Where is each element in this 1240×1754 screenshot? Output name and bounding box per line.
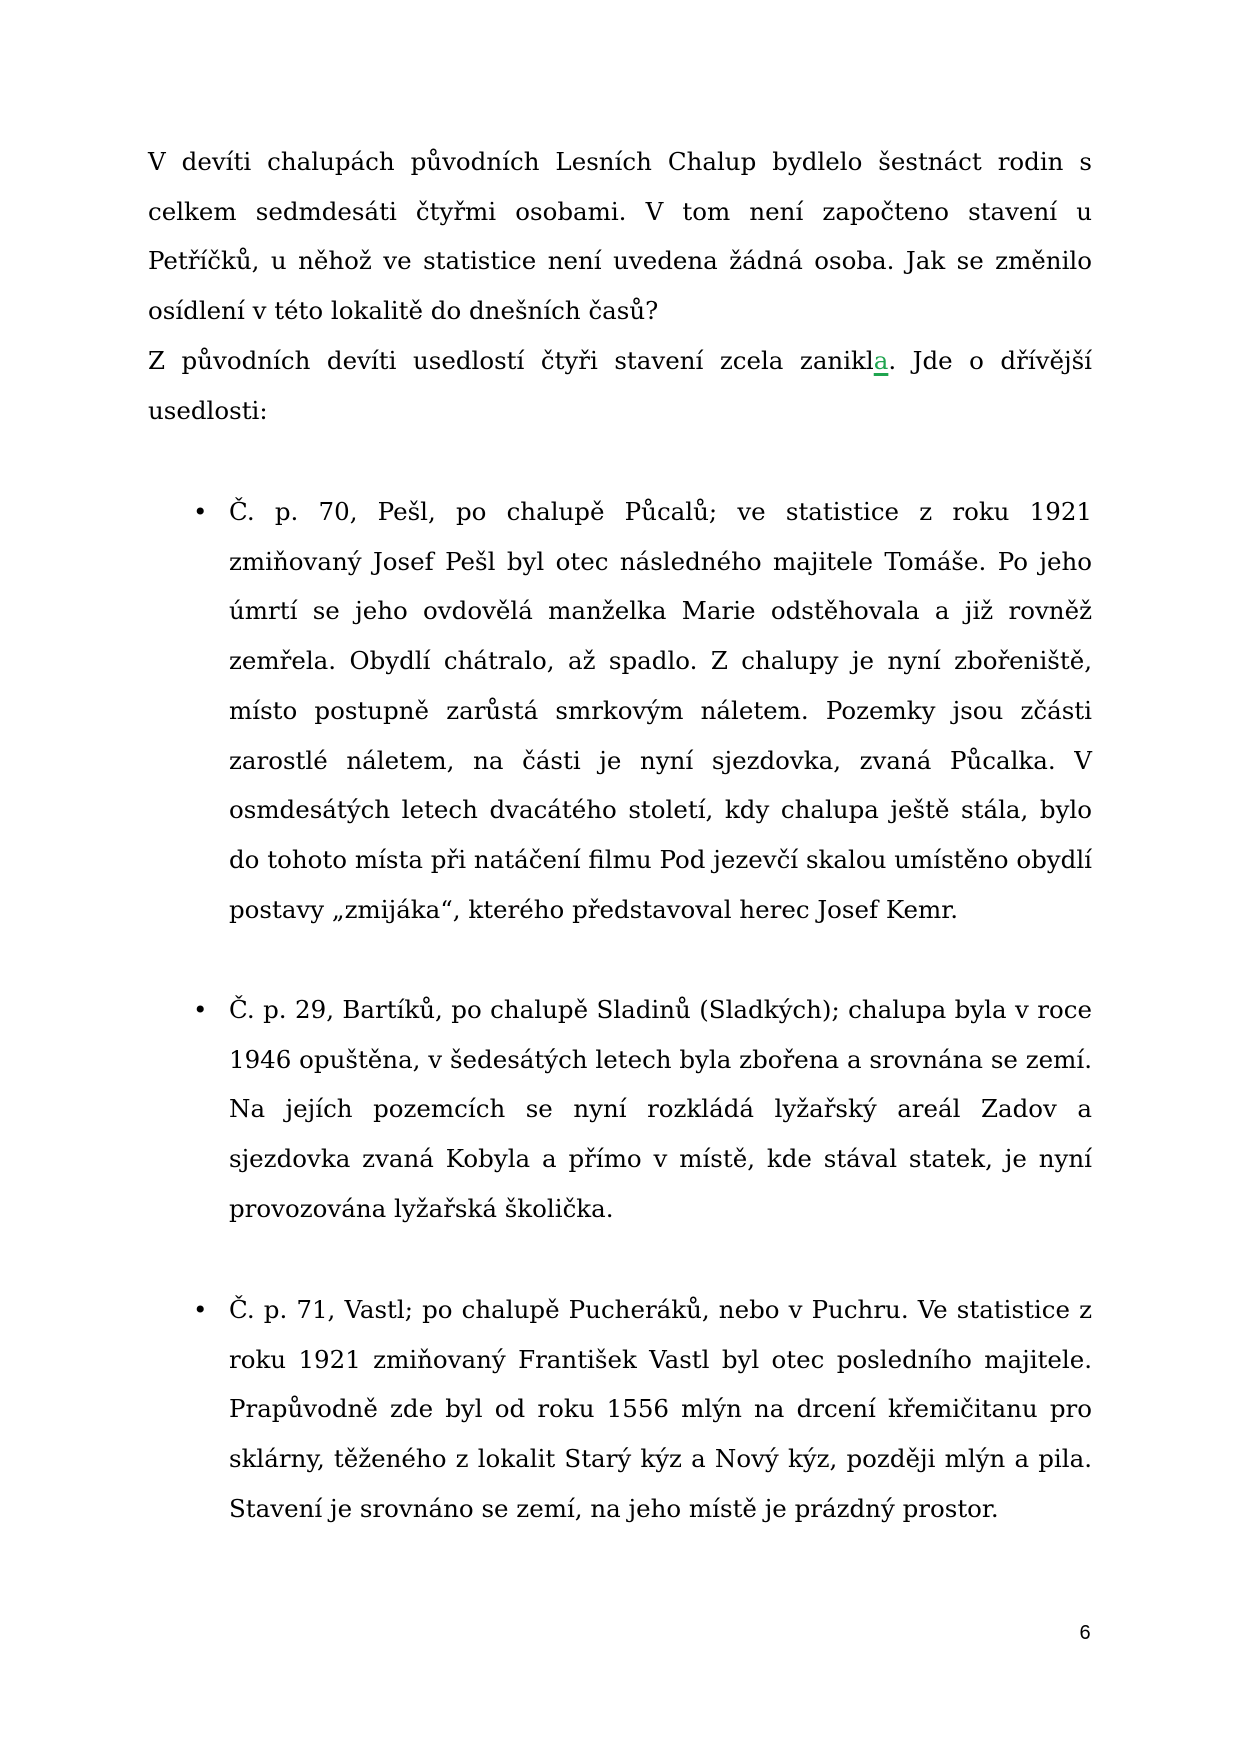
list-item	[193, 1285, 1092, 1534]
bullet-icon: •	[193, 497, 208, 526]
second-paragraph-text: Z původních devíti usedlostí čtyři stavení zcela zanikl	[148, 346, 874, 375]
list-item	[193, 487, 1092, 934]
list-item-text: Č. p. 29, Bartíků, po chalupě Sladinů (Sladkých); chalupa byla v roce 1946 opuštěna, v šedesátých letech byla zbořena a srovnána se zemí. Na jejích pozemcích se nyní rozkládá lyžařský areál Zadov a sjezdovka zvaná Kobyla a přímo v místě, kde stával statek, je nyní provozována lyžařská školička.	[229, 995, 1092, 1223]
list-item	[193, 985, 1092, 1234]
list-item-text: Č. p. 71, Vastl; po chalupě Pucheráků, nebo v Puchru. Ve statistice z roku 1921 zmiňovaný František Vastl byl otec posledního majitele. Prapůvodně zde byl od roku 1556 mlýn na drcení křemičitanu pro sklárny, těženého z lokalit Starý kýz a Nový kýz, později mlýn a pila. Stavení je srovnáno se zemí, na jeho místě je prázdný prostor.	[229, 1295, 1092, 1523]
bullet-icon: •	[193, 995, 208, 1024]
page-number: 6	[1079, 1622, 1091, 1644]
bullet-icon: •	[193, 1295, 208, 1324]
second-paragraph-text-end: . Jde o dřívější usedlosti:	[148, 346, 1093, 425]
second-paragraph	[148, 336, 1092, 435]
highlighted-letter: a	[873, 346, 889, 375]
list-item-text: Č. p. 70, Pešl, po chalupě Půcalů; ve statistice z roku 1921 zmiňovaný Josef Pešl byl otec následného majitele Tomáše. Po jeho úmrtí se jeho ovdovělá manželka Marie odstěhovala a již rovněž zemřela. Obydlí chátralo, až spadlo. Z chalupy je nyní zbořeniště, místo postupně zarůstá smrkovým náletem. Pozemky jsou zčásti zarostlé náletem, na části je nyní sjezdovka, zvaná Půcalka. V osmdesátých letech dvacátého století, kdy chalupa ještě stála, bylo do tohoto místa při natáčení filmu Pod jezevčí skalou umístěno obydlí postavy „zmijáka“, kterého představoval herec Josef Kemr.	[229, 497, 1092, 924]
intro-paragraph: V devíti chalupách původních Lesních Chalup bydlelo šestnáct rodin s celkem sedmdesáti čtyřmi osobami. V tom není započteno stavení u Petříčků, u něhož ve statistice není uvedena žádná osoba. Jak se změnilo osídlení v této lokalitě do dnešních časů?	[148, 147, 1092, 326]
